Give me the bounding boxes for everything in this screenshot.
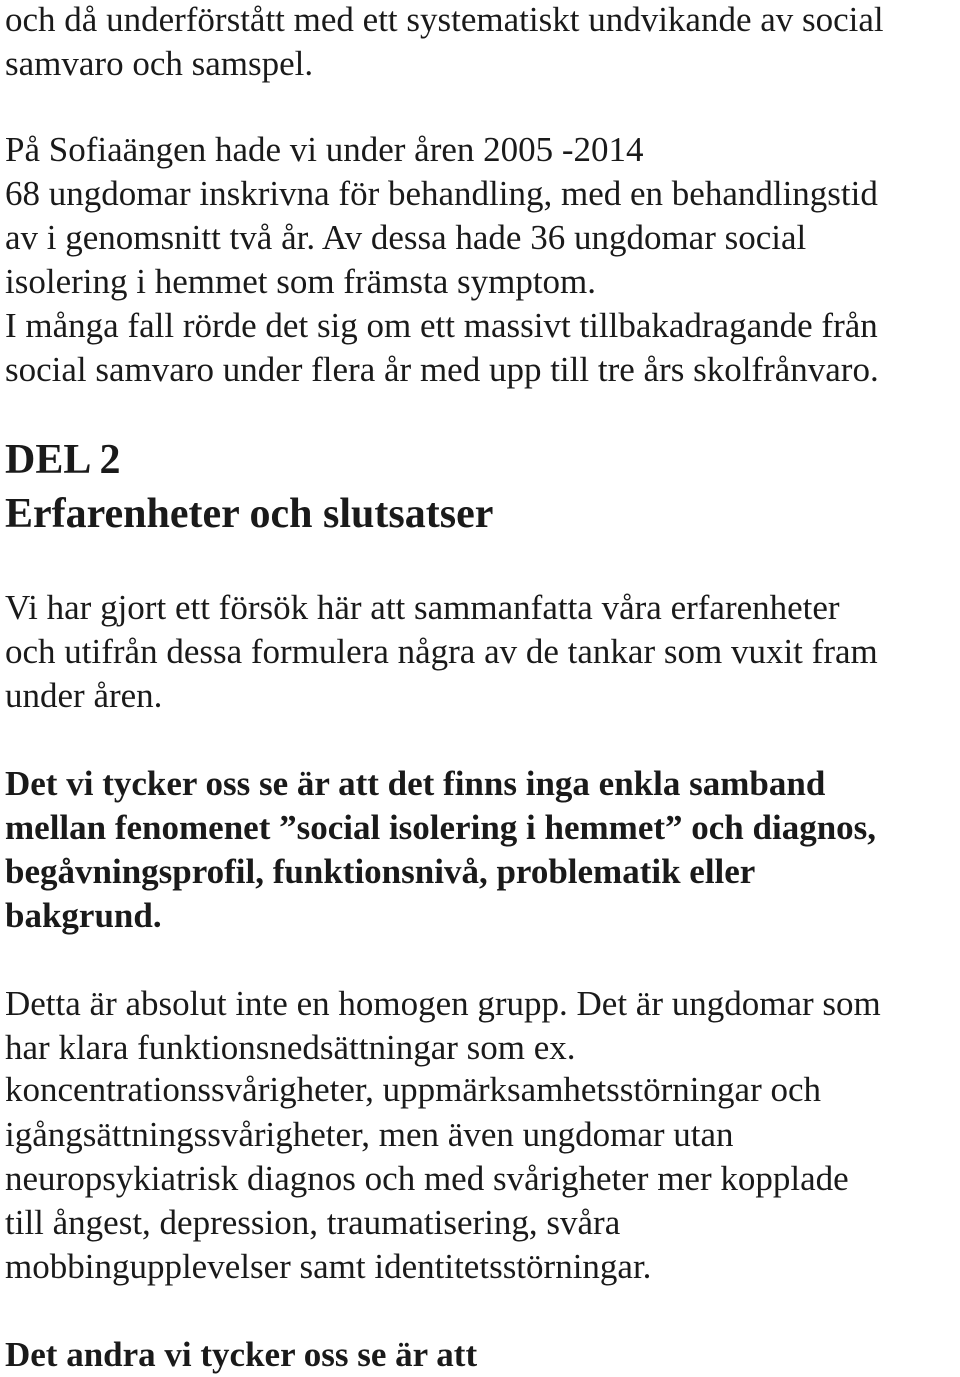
body-text-line: och då underförstått med ett systematiskt undvikande av social [5, 0, 884, 39]
body-text-line: isolering i hemmet som främsta symptom. [5, 262, 597, 301]
body-text-line: igångsättningssvårigheter, men även ungdomar utan [5, 1115, 734, 1154]
body-text-line: och utifrån dessa formulera några av de tankar som vuxit fram [5, 632, 878, 671]
body-text-line: Vi har gjort ett försök här att sammanfatta våra erfarenheter [5, 588, 840, 627]
body-text-line: till ångest, depression, traumatisering, svåra [5, 1203, 621, 1242]
bold-text-line: begåvningsprofil, funktionsnivå, problematik eller [5, 852, 756, 891]
body-text-line: Detta är absolut inte en homogen grupp. Det är ungdomar som [5, 984, 881, 1023]
body-text-line: av i genomsnitt två år. Av dessa hade 36 ungdomar social [5, 218, 807, 257]
section-label: DEL 2 [5, 437, 121, 483]
body-text-line: mobbingupplevelser samt identitetsstörningar. [5, 1247, 652, 1286]
body-text-line: På Sofiaängen hade vi under åren 2005 -2014 [5, 130, 644, 169]
bold-text-line: Det vi tycker oss se är att det finns inga enkla samband [5, 764, 826, 803]
body-text-line: social samvaro under flera år med upp till tre års skolfrånvaro. [5, 350, 879, 389]
section-title: Erfarenheter och slutsatser [5, 491, 494, 537]
bold-text-line: mellan fenomenet ”social isolering i hemmet” och diagnos, [5, 808, 877, 847]
body-text-line: koncentrationssvårigheter, uppmärksamhetsstörningar och [5, 1070, 822, 1109]
body-text-line: under åren. [5, 676, 163, 715]
body-text-line: I många fall rörde det sig om ett massivt tillbakadragande från [5, 306, 878, 345]
body-text-line: neuropsykiatrisk diagnos och med svårigheter mer kopplade [5, 1159, 849, 1198]
body-text-line: samvaro och samspel. [5, 44, 314, 83]
bold-text-line: Det andra vi tycker oss se är att [5, 1335, 478, 1374]
body-text-line: har klara funktionsnedsättningar som ex. [5, 1028, 576, 1067]
bold-text-line: bakgrund. [5, 896, 162, 935]
body-text-line: 68 ungdomar inskrivna för behandling, med en behandlingstid [5, 174, 878, 213]
